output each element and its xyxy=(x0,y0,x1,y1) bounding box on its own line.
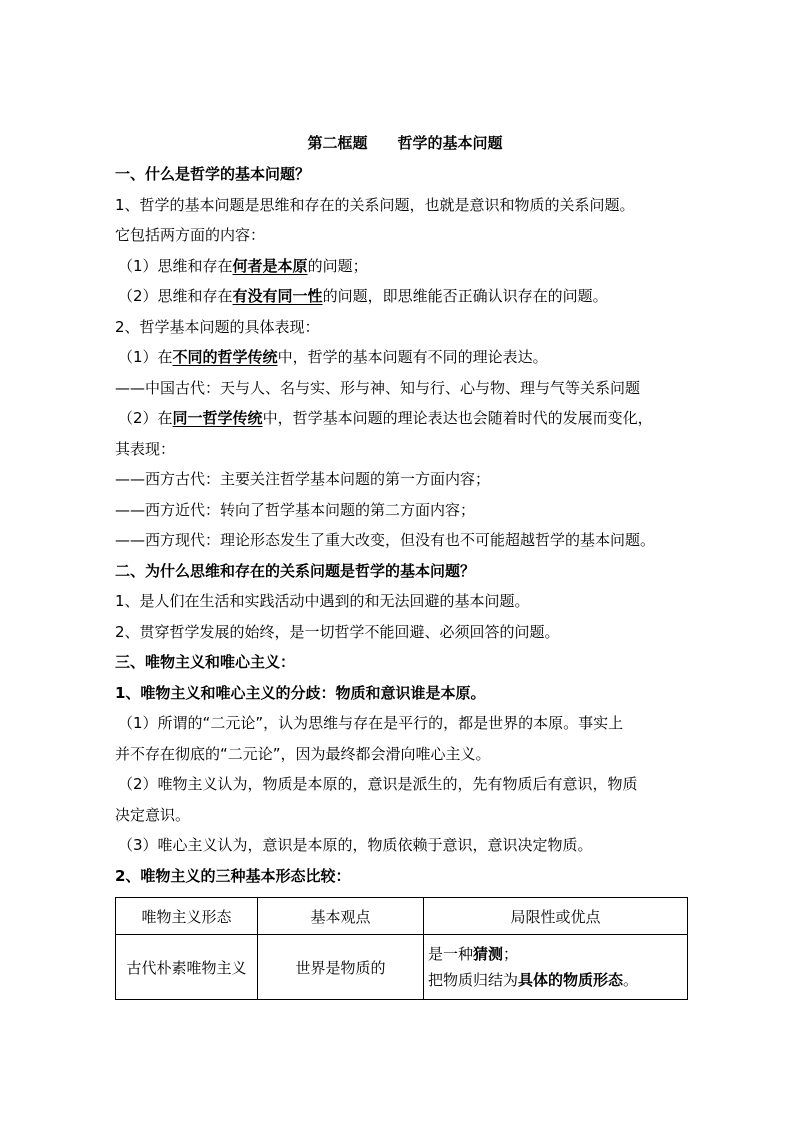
s2-paragraph-2: 2、贯穿哲学发展的始终，是一切哲学不能回避、必须回答的问题。 xyxy=(115,622,560,641)
s1-manifest-2: （2）在同一哲学传统中，哲学基本问题的理论表达也会随着时代的发展而变化， xyxy=(118,409,653,427)
assessment-line-1: 是一种猜测； xyxy=(428,945,519,963)
section-3-heading: 三、唯物主义和唯心主义： xyxy=(115,653,296,671)
emphasis-same-tradition: 同一哲学传统 xyxy=(172,409,263,427)
s1-paragraph-1b: 它包括两方面的内容： xyxy=(115,226,266,244)
table-header-row xyxy=(116,898,688,935)
document-page xyxy=(115,131,695,1000)
emphasis-identity: 有没有同一性 xyxy=(232,287,323,305)
section-2-heading: 二、为什么思维和存在的关系问题是哲学的基本问题？ xyxy=(115,561,476,580)
page-title xyxy=(115,131,695,155)
s3-item-3: （3）唯心主义认为，意识是本原的，物质依赖于意识，意识决定物质。 xyxy=(118,836,593,854)
table-header-view: 基本观点 xyxy=(258,898,424,935)
table-row xyxy=(116,935,688,1000)
s3-item-1b: 并不存在彻底的“二元论”，因为最终都会滑向唯心主义。 xyxy=(115,744,491,763)
table-cell-form: 古代朴素唯物主义 xyxy=(116,935,258,1000)
s1-paragraph-2: 2、哲学基本问题的具体表现： xyxy=(115,317,320,336)
s1-manifest-1: （1）在不同的哲学传统中，哲学的基本问题有不同的理论表达。 xyxy=(118,348,548,366)
s3-item-2a: （2）唯物主义认为，物质是本原的，意识是派生的，先有物质后有意识，物质 xyxy=(118,775,638,793)
s1-item-1: （1）思维和存在何者是本原的问题； xyxy=(118,256,368,275)
table-cell-view: 世界是物质的 xyxy=(258,935,424,1000)
s2-paragraph-1: 1、是人们在生活和实践活动中遇到的和无法回避的基本问题。 xyxy=(115,592,530,610)
s3-item-1a: （1）所谓的“二元论”，认为思维与存在是平行的，都是世界的本原。事实上 xyxy=(118,714,624,732)
title-part2: 哲学的基本问题 xyxy=(397,134,503,152)
s1-paragraph-1: 1、哲学的基本问题是思维和存在的关系问题，也就是意识和物质的关系问题。 xyxy=(115,195,635,214)
s1-item-2: （2）思维和存在有没有同一性的问题，即思维能否正确认识存在的问题。 xyxy=(118,287,608,305)
s1-china-note: ——中国古代：天与人、名与实、形与神、知与行、心与物、理与气等关系问题 xyxy=(115,378,641,397)
s1-west-modern-early: ——西方近代：转向了哲学基本问题的第二方面内容； xyxy=(115,500,476,519)
table-header-form: 唯物主义形态 xyxy=(116,898,258,935)
emphasis-different-traditions: 不同的哲学传统 xyxy=(172,348,278,366)
materialism-comparison-table xyxy=(115,897,688,1000)
title-part1: 第二框题 xyxy=(307,134,368,152)
s3-item-2b: 决定意识。 xyxy=(115,805,191,824)
s1-manifest-2b: 其表现： xyxy=(115,439,176,458)
table-header-assessment: 局限性或优点 xyxy=(424,898,688,935)
s3-subheading-2: 2、唯物主义的三种基本形态比较： xyxy=(115,866,351,885)
s3-subheading-1: 1、唯物主义和唯心主义的分歧：物质和意识谁是本原。 xyxy=(115,683,486,702)
section-1-heading: 一、什么是哲学的基本问题？ xyxy=(115,165,311,183)
assessment-line-2: 把物质归结为具体的物质形态。 xyxy=(428,971,639,989)
s1-west-ancient: ——西方古代：主要关注哲学基本问题的第一方面内容； xyxy=(115,470,491,488)
table-cell-assessment xyxy=(424,935,688,1000)
s1-west-contemporary: ——西方现代：理论形态发生了重大改变，但没有也不可能超越哲学的基本问题。 xyxy=(115,531,656,549)
emphasis-origin: 何者是本原 xyxy=(232,256,308,275)
